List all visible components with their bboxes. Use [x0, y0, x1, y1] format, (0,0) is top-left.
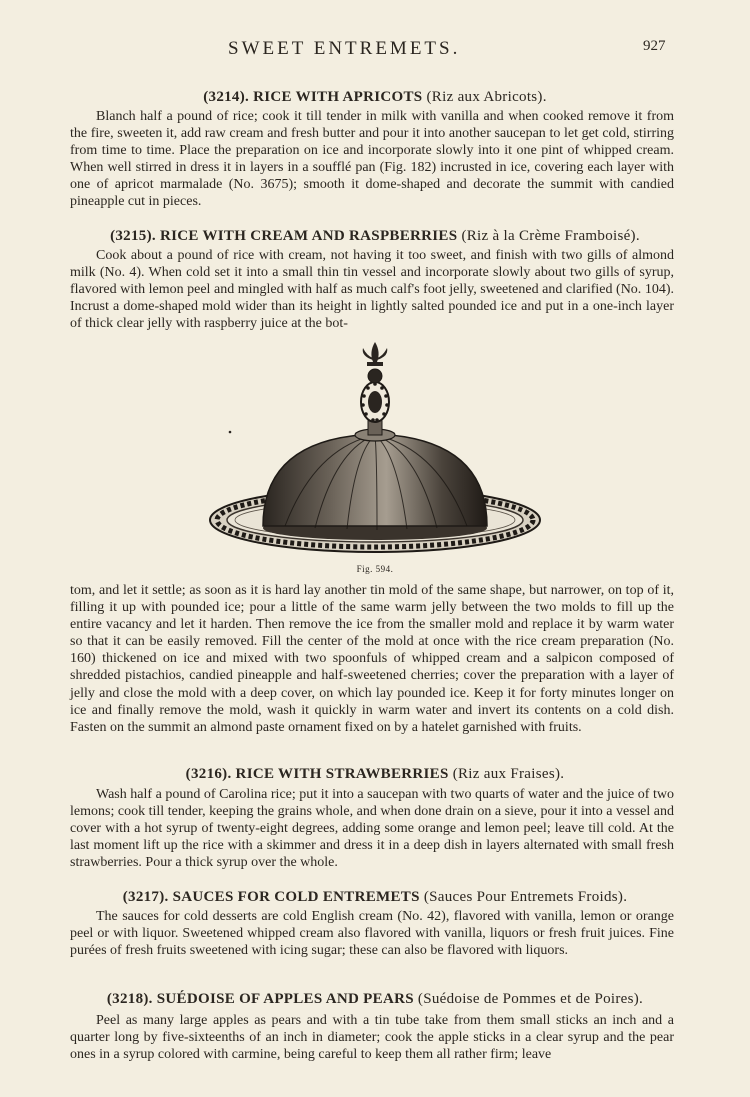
- recipe-title: (3216). RICE WITH STRAWBERRIES: [185, 766, 449, 782]
- recipe-heading-3215: [70, 228, 680, 245]
- recipe-body-3215: [70, 247, 674, 332]
- page-number: 927: [643, 38, 666, 54]
- recipe-title: (3218). SUÉDOISE OF APPLES AND PEARS: [106, 991, 414, 1007]
- recipe-body-3216: [70, 786, 674, 871]
- recipe-body-3214: [70, 108, 674, 211]
- running-head: [0, 38, 750, 62]
- recipe-title: (3217). SAUCES FOR COLD ENTREMETS: [122, 889, 420, 905]
- recipe-body-3217: [70, 908, 674, 959]
- recipe-text: Blanch half a pound of rice; cook it till tender in milk with vanilla and when cooked remove it from the fire, sweeten it, add raw cream and fresh butter and pour it into another saucepan to let get cold, stirring from time to time. Place the preparation on ice and incorporate slowly into it one pint of whipped cream. When well stirred in dress it in layers in a soufflé pan (Fig. 182) incrusted in ice, covering each layer with one of apricot marmalade (No. 3675); smooth it dome-shaped and decorate the summit with candied pineapple cut in pieces.: [70, 109, 674, 210]
- recipe-title-french: (Suédoise de Pommes et de Poires).: [417, 991, 644, 1007]
- recipe-title-french: (Riz aux Abricots).: [426, 89, 547, 105]
- recipe-body-3218: [70, 1012, 674, 1063]
- recipe-heading-3216: [70, 766, 680, 783]
- recipe-title: (3215). RICE WITH CREAM AND RASPBERRIES: [110, 228, 458, 244]
- recipe-heading-3217: [70, 889, 680, 906]
- figure-dome-mold: [205, 338, 545, 558]
- recipe-body-3215-continued: [70, 582, 674, 736]
- figure-caption: Fig. 594.: [356, 564, 394, 574]
- recipe-title-french: (Riz à la Crème Framboisé).: [461, 228, 640, 244]
- recipe-title-french: (Sauces Pour Entremets Froids).: [423, 889, 628, 905]
- recipe-text: Wash half a pound of Carolina rice; put it into a saucepan with two quarts of water and the juice of two lemons; cook till tender, keeping the grains whole, and when done drain on a sieve, pour it into a vessel and cover with a hot syrup of twenty-eight degrees, adding some orange and lemon peel; leave till cold. At the last moment lift up the rice with a skimmer and dress it in a deep dish in layers alternated with small fresh strawberries. Pour a thick syrup over the whole.: [70, 787, 674, 871]
- recipe-text: tom, and let it settle; as soon as it is hard lay another tin mold of the same shape, but narrower, on top of it, filling it up with pounded ice; pour a little of the same warm jelly between the two molds to fill up the entire vacancy and let it harden. Then remove the ice from the smaller mold and replace it by warm water so that it can be easily removed. Fill the center of the mold at once with the rice cream preparation (No. 160) thickened on ice and mixed with two spoonfuls of whipped cream and a salpicon composed of shredded pistachios, candied pineapple and half-sweetened cherries; cover the preparation with a layer of jelly and close the mold with a deep cover, on which lay pounded ice. Keep it for forty minutes longer on ice and finally remove the mold, wash it quickly in warm water and invert its contents on a cold dish. Fasten on the summit an almond paste ornament fixed on by a hatelet garnished with fruits.: [70, 583, 674, 735]
- recipe-title-french: (Riz aux Fraises).: [452, 766, 565, 782]
- recipe-text: Cook about a pound of rice with cream, not having it too sweet, and finish with two gills of almond milk (No. 4). When cold set it into a small thin tin vessel and incorporate slowly about two gills of syrup, flavored with lemon peel and mingled with half as much calf's foot jelly, sweetened and clarified (No. 104). Incrust a dome-shaped mold wider than its height in lightly salted pounded ice and put in a one-inch layer of thick clear jelly with raspberry juice at the bot-: [70, 248, 674, 332]
- recipe-heading-3214: [70, 89, 680, 106]
- dome-mold-illustration: [205, 338, 545, 558]
- recipe-heading-3218: [70, 991, 680, 1008]
- recipe-text: Peel as many large apples as pears and with a tin tube take from them small sticks an inch and a quarter long by five-sixteenths of an inch in diameter; cook the apple sticks in a clear syrup and the pear ones in a syrup colored with carmine, being careful to keep them all rather firm; leave: [70, 1013, 674, 1063]
- recipe-title: (3214). RICE WITH APRICOTS: [203, 89, 423, 105]
- running-title: SWEET ENTREMETS.: [228, 38, 461, 59]
- recipe-text: The sauces for cold desserts are cold English cream (No. 42), flavored with vanilla, lemon or orange peel or with liquor. Sweetened whipped cream also flavored with vanilla, liquors or fresh fruit juices. Fine purées of fresh fruits sweetened with icing sugar; these can also be flavored with liquors.: [70, 909, 674, 959]
